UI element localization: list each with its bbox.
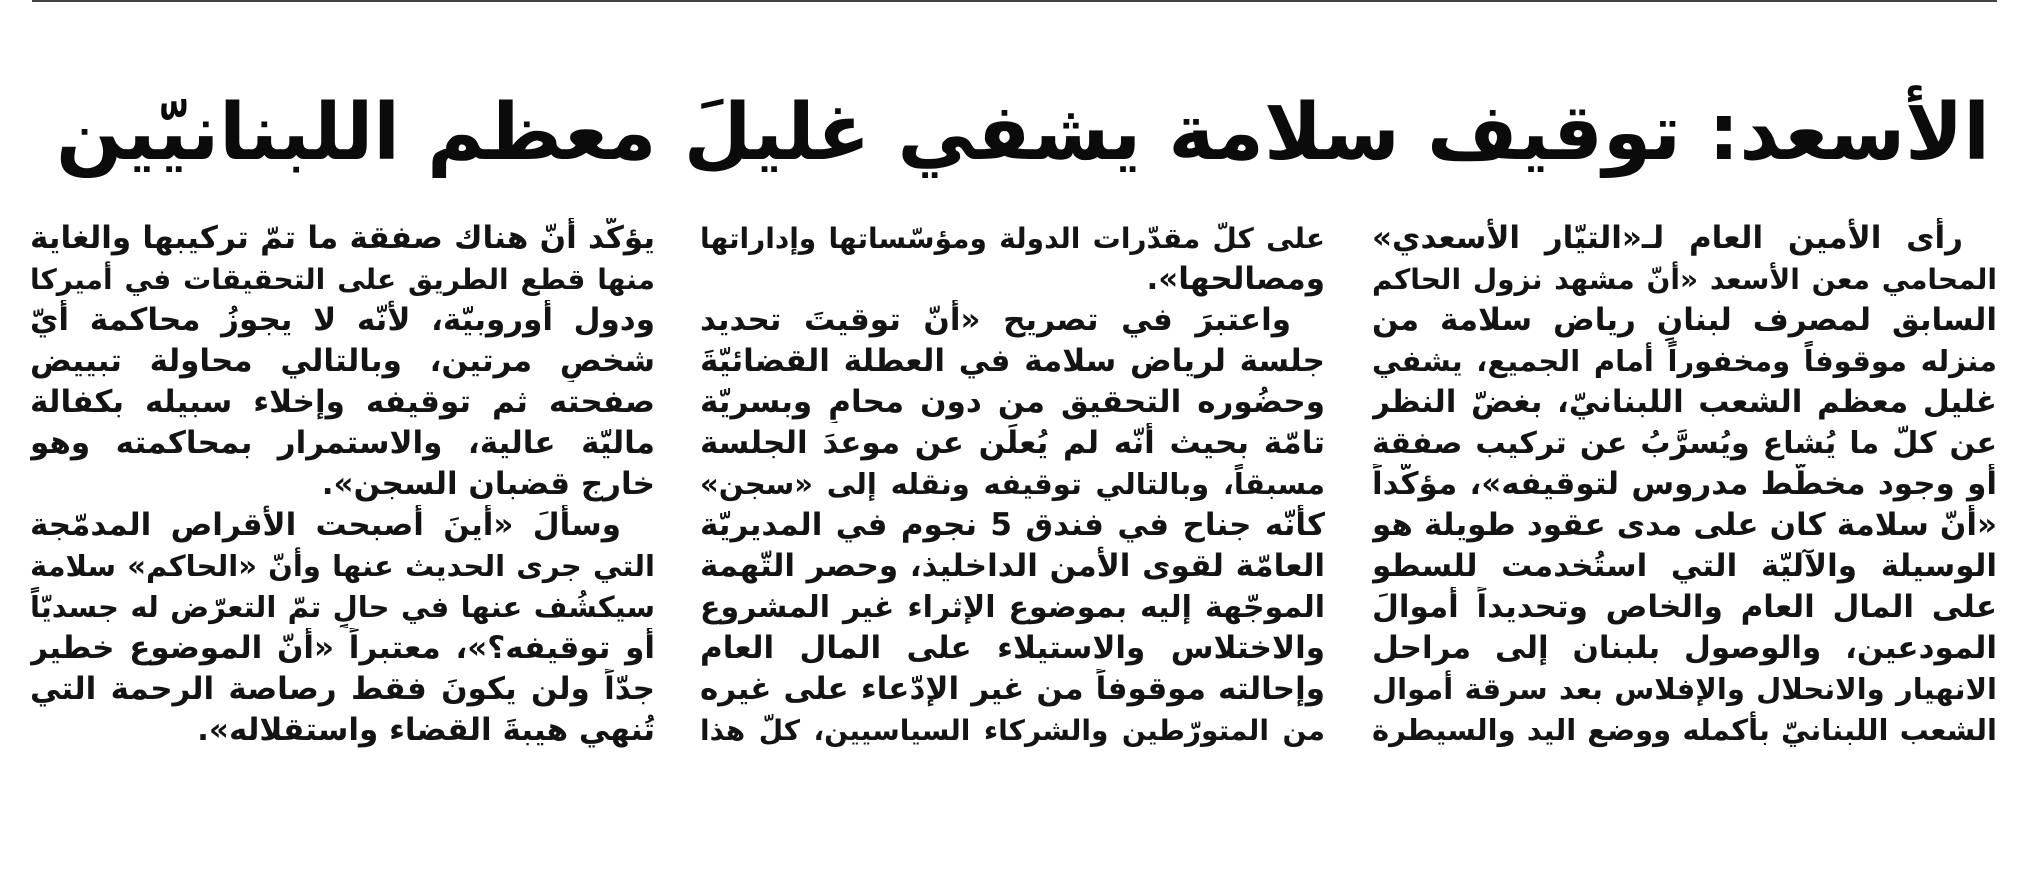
article-body	[32, 218, 1997, 838]
text-line: «أنّ سلامة كان على مدى عقود طويلة هو	[1372, 507, 1997, 543]
text-line: صفحته ثم توقيفه وإخلاء سبيله بكفالة	[30, 384, 655, 420]
text-line: جلسة لرياض سلامة في العطلة القضائيّةَ	[700, 343, 1325, 379]
headline: الأسعد: توقيف سلامة يشفي غليلَ معظم اللبنانيّين	[55, 88, 1990, 178]
text-line: يؤكّد أنّ هناك صفقة ما تمّ تركيبها والغاية	[30, 220, 655, 256]
column-middle	[700, 218, 1325, 838]
top-rule	[32, 0, 1997, 2]
text-line: جدّاً ولن يكونَ فقط رصاصة الرحمة التي	[30, 671, 655, 707]
text-line: سيكشُف عنها في حالٍ تمّ التعرّض له جسديّاً	[30, 590, 655, 624]
text-line: خارج قضبان السجن».	[321, 466, 655, 502]
text-line: كأنّه جناح في فندق 5 نجوم في المديريّة	[700, 507, 1325, 543]
column-left	[30, 218, 655, 838]
text-line: على المال العام والخاص وتحديداً أموالَ	[1372, 589, 1997, 625]
text-line: السابق لمصرف لبنانٍ رياض سلامة من	[1372, 302, 1997, 338]
text-line: منها قطع الطريق على التحقيقات في أميركا	[30, 263, 655, 296]
text-line: العامّة لقوى الأمن الداخليذ، وحصر التّهمة	[700, 548, 1325, 584]
text-line: منزله موقوفاً ومخفوراً أمام الجميع، يشفي	[1372, 344, 1997, 378]
text-line: تامّة بحيث أنّه لم يُعلَن عن موعدَ الجلسة	[700, 425, 1325, 461]
text-line: ماليّة عالية، والاستمرار بمحاكمته وهو	[30, 425, 655, 461]
text-line: من المتورّطين والشركاء السياسيين، كلّ هذا	[700, 714, 1325, 747]
text-line: أو وجود مخطّط مدروس لتوقيفه»، مؤكّداً	[1372, 466, 1997, 502]
text-line: وحضُوره التحقيق من دون محامٍ وبسريّة	[700, 384, 1325, 420]
text-line: التي جرى الحديث عنها وأنّ «الحاكم» سلامة	[30, 549, 655, 583]
text-line: الموجّهة إليه بموضوع الإثراء غير المشروع	[700, 590, 1325, 625]
text-line: الانهيار والانحلال والإفلاس بعد سرقة أموال	[1372, 672, 1997, 706]
text-line: المحامي معن الأسعد «أنّ مشهد نزول الحاكم	[1372, 263, 1997, 296]
text-line: غليل معظم الشعب اللبنانيّ، بغضّ النظر	[1372, 384, 1997, 420]
text-line: والاختلاس والاستيلاء على المال العام	[700, 630, 1325, 666]
text-line: على كلّ مقدّرات الدولة ومؤسّساتها وإداراتها	[700, 222, 1325, 255]
text-line: شخصٍ مرتين، وبالتالي محاولة تبييض	[30, 343, 655, 379]
text-line: ودول أوروبيّة، لأنّه لا يجوزُ محاكمة أيّ	[30, 302, 655, 338]
text-line: الوسيلة والآليّة التي استُخدمت للسطو	[1372, 548, 1997, 584]
text-line: رأى الأمين العام لـ«التيّار الأسعدي»	[1372, 220, 1963, 256]
text-line: وسألَ «أينَ أصبحت الأقراص المدمّجة	[30, 507, 621, 543]
text-line: واعتبرَ في تصريح «أنّ توقيتَ تحديد	[700, 302, 1291, 338]
text-line: مسبقاً، وبالتالي توقيفه ونقله إلى «سجن»	[700, 467, 1325, 501]
text-line: عن كلّ ما يُشاع ويُسرَّبُ عن تركيب صفقة	[1372, 426, 1997, 461]
text-line: وإحالته موقوفاً من غير الإدّعاء على غيره	[700, 671, 1325, 707]
column-right	[1372, 218, 1997, 838]
text-line: أو توقيفه؟»، معتبراً «أنّ الموضوع خطير	[30, 630, 655, 666]
text-line: المودعين، والوصول بلبنان إلى مراحل	[1372, 630, 1997, 666]
text-line: تُنهي هيبةَ القضاء واستقلاله».	[197, 712, 655, 748]
text-line: ومصالحها».	[1146, 261, 1325, 297]
text-line: الشعب اللبنانيّ بأكمله ووضع اليد والسيطرة	[1372, 713, 1997, 747]
